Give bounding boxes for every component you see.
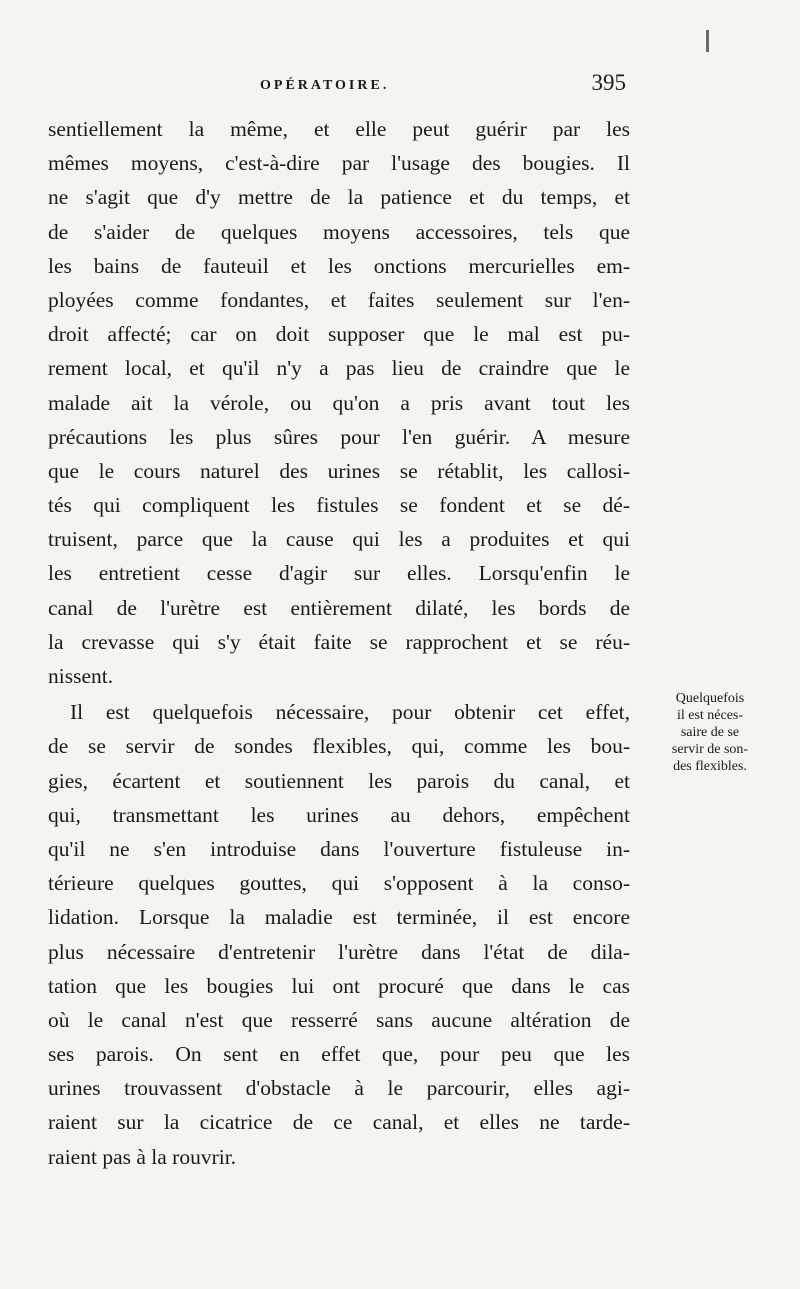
- text-line: ne s'agit que d'y mettre de la patience et du temps, et: [48, 185, 630, 210]
- margin-note: [636, 690, 784, 775]
- margin-note-line: servir de son-: [671, 742, 749, 757]
- text-line: mêmes moyens, c'est-à-dire par l'usage des bougies. Il: [48, 151, 630, 176]
- margin-note-line: saire de se: [680, 725, 740, 740]
- text-line: plus nécessaire d'entretenir l'urètre dans l'état de dila-: [48, 939, 630, 964]
- text-line: de se servir de sondes flexibles, qui, comme les bou-: [48, 734, 630, 759]
- text-line: gies, écartent et soutiennent les parois du canal, et: [48, 768, 630, 793]
- paragraph-2: [48, 695, 630, 1174]
- text-line: raient pas à la rouvrir.: [48, 1144, 237, 1169]
- text-line: ses parois. On sent en effet que, pour peu que les: [48, 1042, 630, 1067]
- text-line: malade ait la vérole, ou qu'on a pris avant tout les: [48, 390, 630, 415]
- text-line: nissent.: [48, 664, 114, 688]
- text-line: raient sur la cicatrice de ce canal, et elles ne tarde-: [48, 1110, 630, 1135]
- text-line: qu'il ne s'en introduise dans l'ouverture fistuleuse in-: [48, 836, 630, 861]
- text-line: urines trouvassent d'obstacle à le parcourir, elles agi-: [48, 1076, 630, 1101]
- text-line: la crevasse qui s'y était faite se rapprochent et se réu-: [48, 629, 630, 654]
- text-line: tation que les bougies lui ont procuré que dans le cas: [48, 973, 630, 998]
- text-line: droit affecté; car on doit supposer que le mal est pu-: [48, 322, 630, 347]
- text-line: les bains de fauteuil et les onctions mercurielles em-: [48, 253, 630, 278]
- text-line: les entretient cesse d'agir sur elles. Lorsqu'enfin le: [48, 561, 630, 586]
- text-line: truisent, parce que la cause qui les a produites et qui: [48, 527, 630, 552]
- margin-note-line: des flexibles.: [673, 759, 747, 774]
- text-line: rement local, et qu'il n'y a pas lieu de craindre que le: [48, 356, 630, 381]
- margin-note-line: Quelquefois: [675, 691, 745, 706]
- text-line: que le cours naturel des urines se rétablit, les callosi-: [48, 458, 630, 483]
- text-line: où le canal n'est que resserré sans aucune altération de: [48, 1007, 630, 1032]
- text-line: ployées comme fondantes, et faites seulement sur l'en-: [48, 287, 630, 312]
- text-line: lidation. Lorsque la maladie est terminée, il est encore: [48, 905, 630, 930]
- text-line: qui, transmettant les urines au dehors, empêchent: [48, 802, 630, 827]
- text-line: canal de l'urètre est entièrement dilaté, les bords de: [48, 595, 630, 620]
- margin-note-line: il est néces-: [676, 708, 744, 723]
- page-number: 395: [591, 70, 626, 95]
- running-head: [48, 70, 630, 106]
- body-text: [48, 112, 630, 1174]
- text-line: Il est quelquefois nécessaire, pour obtenir cet effet,: [70, 700, 630, 725]
- running-title: OPÉRATOIRE.: [260, 78, 390, 93]
- page-edge-mark: [706, 30, 709, 52]
- text-line: précautions les plus sûres pour l'en guérir. A mesure: [48, 424, 630, 449]
- text-line: de s'aider de quelques moyens accessoires, tels que: [48, 219, 630, 244]
- text-line: térieure quelques gouttes, qui s'opposent à la conso-: [48, 871, 630, 896]
- paragraph-1: [48, 112, 630, 693]
- text-line: sentiellement la même, et elle peut guérir par les: [48, 117, 630, 141]
- text-line: tés qui compliquent les fistules se fondent et se dé-: [48, 493, 630, 518]
